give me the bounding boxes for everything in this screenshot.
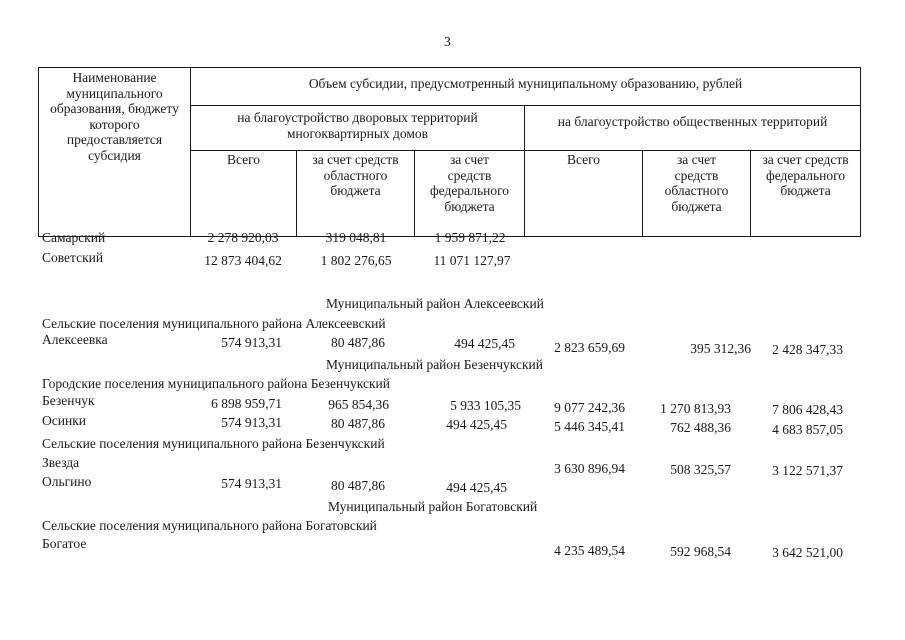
row-yard-regional: 80 487,86 — [331, 335, 385, 350]
row-public-regional: 508 325,57 — [670, 462, 731, 477]
row-yard-regional: 965 854,36 — [328, 397, 389, 412]
row-public-federal: 4 683 857,05 — [772, 422, 843, 437]
header-public-total-text: Всего — [566, 152, 601, 167]
row-yard-total: 574 913,31 — [221, 476, 282, 491]
header-yard-regional — [297, 151, 415, 237]
header-group-text: Объем субсидии, предусмотренный муниципальному образованию, рублей — [308, 76, 743, 91]
row-yard-total: 12 873 404,62 — [204, 253, 282, 268]
row-yard-regional: 80 487,86 — [331, 478, 385, 493]
header-public-federal — [751, 151, 861, 237]
row-name: Осинки — [42, 413, 86, 428]
header-yard-total — [191, 151, 297, 237]
row-yard-total: 574 913,31 — [221, 335, 282, 350]
header-public-text: на благоустройство общественных территорий — [557, 114, 828, 129]
row-yard-total: 6 898 959,71 — [211, 396, 282, 411]
table-header — [38, 67, 860, 237]
header-yard-text: на благоустройство дворовых территорий многоквартирных домов — [237, 110, 478, 141]
row-public-regional: 395 312,36 — [690, 341, 751, 356]
row-public-federal: 3 642 521,00 — [772, 545, 843, 560]
row-name: Советский — [42, 250, 104, 265]
header-public-regional-text: за счет средств областного бюджета — [664, 152, 729, 214]
row-yard-regional: 80 487,86 — [331, 416, 385, 431]
row-public-total: 5 446 345,41 — [554, 419, 625, 434]
header-yard-federal — [415, 151, 525, 237]
row-yard-federal: 494 425,45 — [454, 336, 515, 351]
header-name-cell — [39, 68, 191, 237]
row-name: Алексеевка — [42, 332, 108, 347]
row-yard-total: 574 913,31 — [221, 415, 282, 430]
row-yard-federal: 1 959 871,22 — [434, 230, 506, 245]
header-public-total — [525, 151, 643, 237]
header-name-text: Наименование муниципального образования, бюджету которого предоставляется субсидия — [50, 70, 179, 163]
header-public-regional — [643, 151, 751, 237]
header-yard-total-text: Всего — [226, 152, 261, 167]
header-yard-federal-text: за счет средств федерального бюджета — [429, 152, 510, 214]
row-yard-total: 2 278 920,03 — [207, 230, 279, 245]
row-public-total: 3 630 896,94 — [554, 461, 625, 476]
section-heading-district: Муниципальный район Безенчукский — [326, 357, 543, 372]
section-heading-district: Муниципальный район Богатовский — [328, 499, 538, 514]
row-name: Богатое — [42, 536, 87, 551]
row-yard-federal: 494 425,45 — [446, 417, 507, 432]
row-yard-regional: 1 802 276,65 — [320, 253, 392, 268]
row-public-total: 4 235 489,54 — [554, 543, 625, 558]
row-name: Безенчук — [42, 393, 95, 408]
row-public-regional: 1 270 813,93 — [660, 401, 731, 416]
row-yard-federal: 5 933 105,35 — [450, 398, 521, 413]
row-name: Самарский — [42, 230, 106, 245]
row-public-regional: 762 488,36 — [670, 420, 731, 435]
row-yard-federal: 11 071 127,97 — [433, 253, 511, 268]
row-public-federal: 3 122 571,37 — [772, 463, 843, 478]
row-yard-regional: 319 048,81 — [325, 230, 387, 245]
section-heading-rural: Сельские поселения муниципального района Алексеевский — [42, 316, 386, 331]
header-yard-cell — [191, 106, 525, 151]
row-public-regional: 592 968,54 — [670, 544, 731, 559]
page-number: 3 — [444, 34, 451, 49]
row-public-total: 9 077 242,36 — [554, 400, 625, 415]
header-public-federal-text: за счет средств федерального бюджета — [762, 152, 849, 198]
row-public-federal: 7 806 428,43 — [772, 402, 843, 417]
section-heading-rural: Сельские поселения муниципального района Богатовский — [42, 518, 377, 533]
row-public-total: 2 823 659,69 — [554, 340, 625, 355]
section-heading-urban: Городские поселения муниципального района Безенчукский — [42, 376, 390, 391]
section-heading-district: Муниципальный район Алексеевский — [326, 296, 544, 311]
section-heading-rural: Сельские поселения муниципального района Безенчукский — [42, 436, 385, 451]
header-group-cell — [191, 68, 861, 106]
row-yard-federal: 494 425,45 — [446, 480, 507, 495]
row-name: Звезда — [42, 455, 80, 470]
row-public-federal: 2 428 347,33 — [772, 342, 843, 357]
row-name: Ольгино — [42, 474, 92, 489]
header-public-cell — [525, 106, 861, 151]
header-yard-regional-text: за счет средств областного бюджета — [312, 152, 399, 198]
